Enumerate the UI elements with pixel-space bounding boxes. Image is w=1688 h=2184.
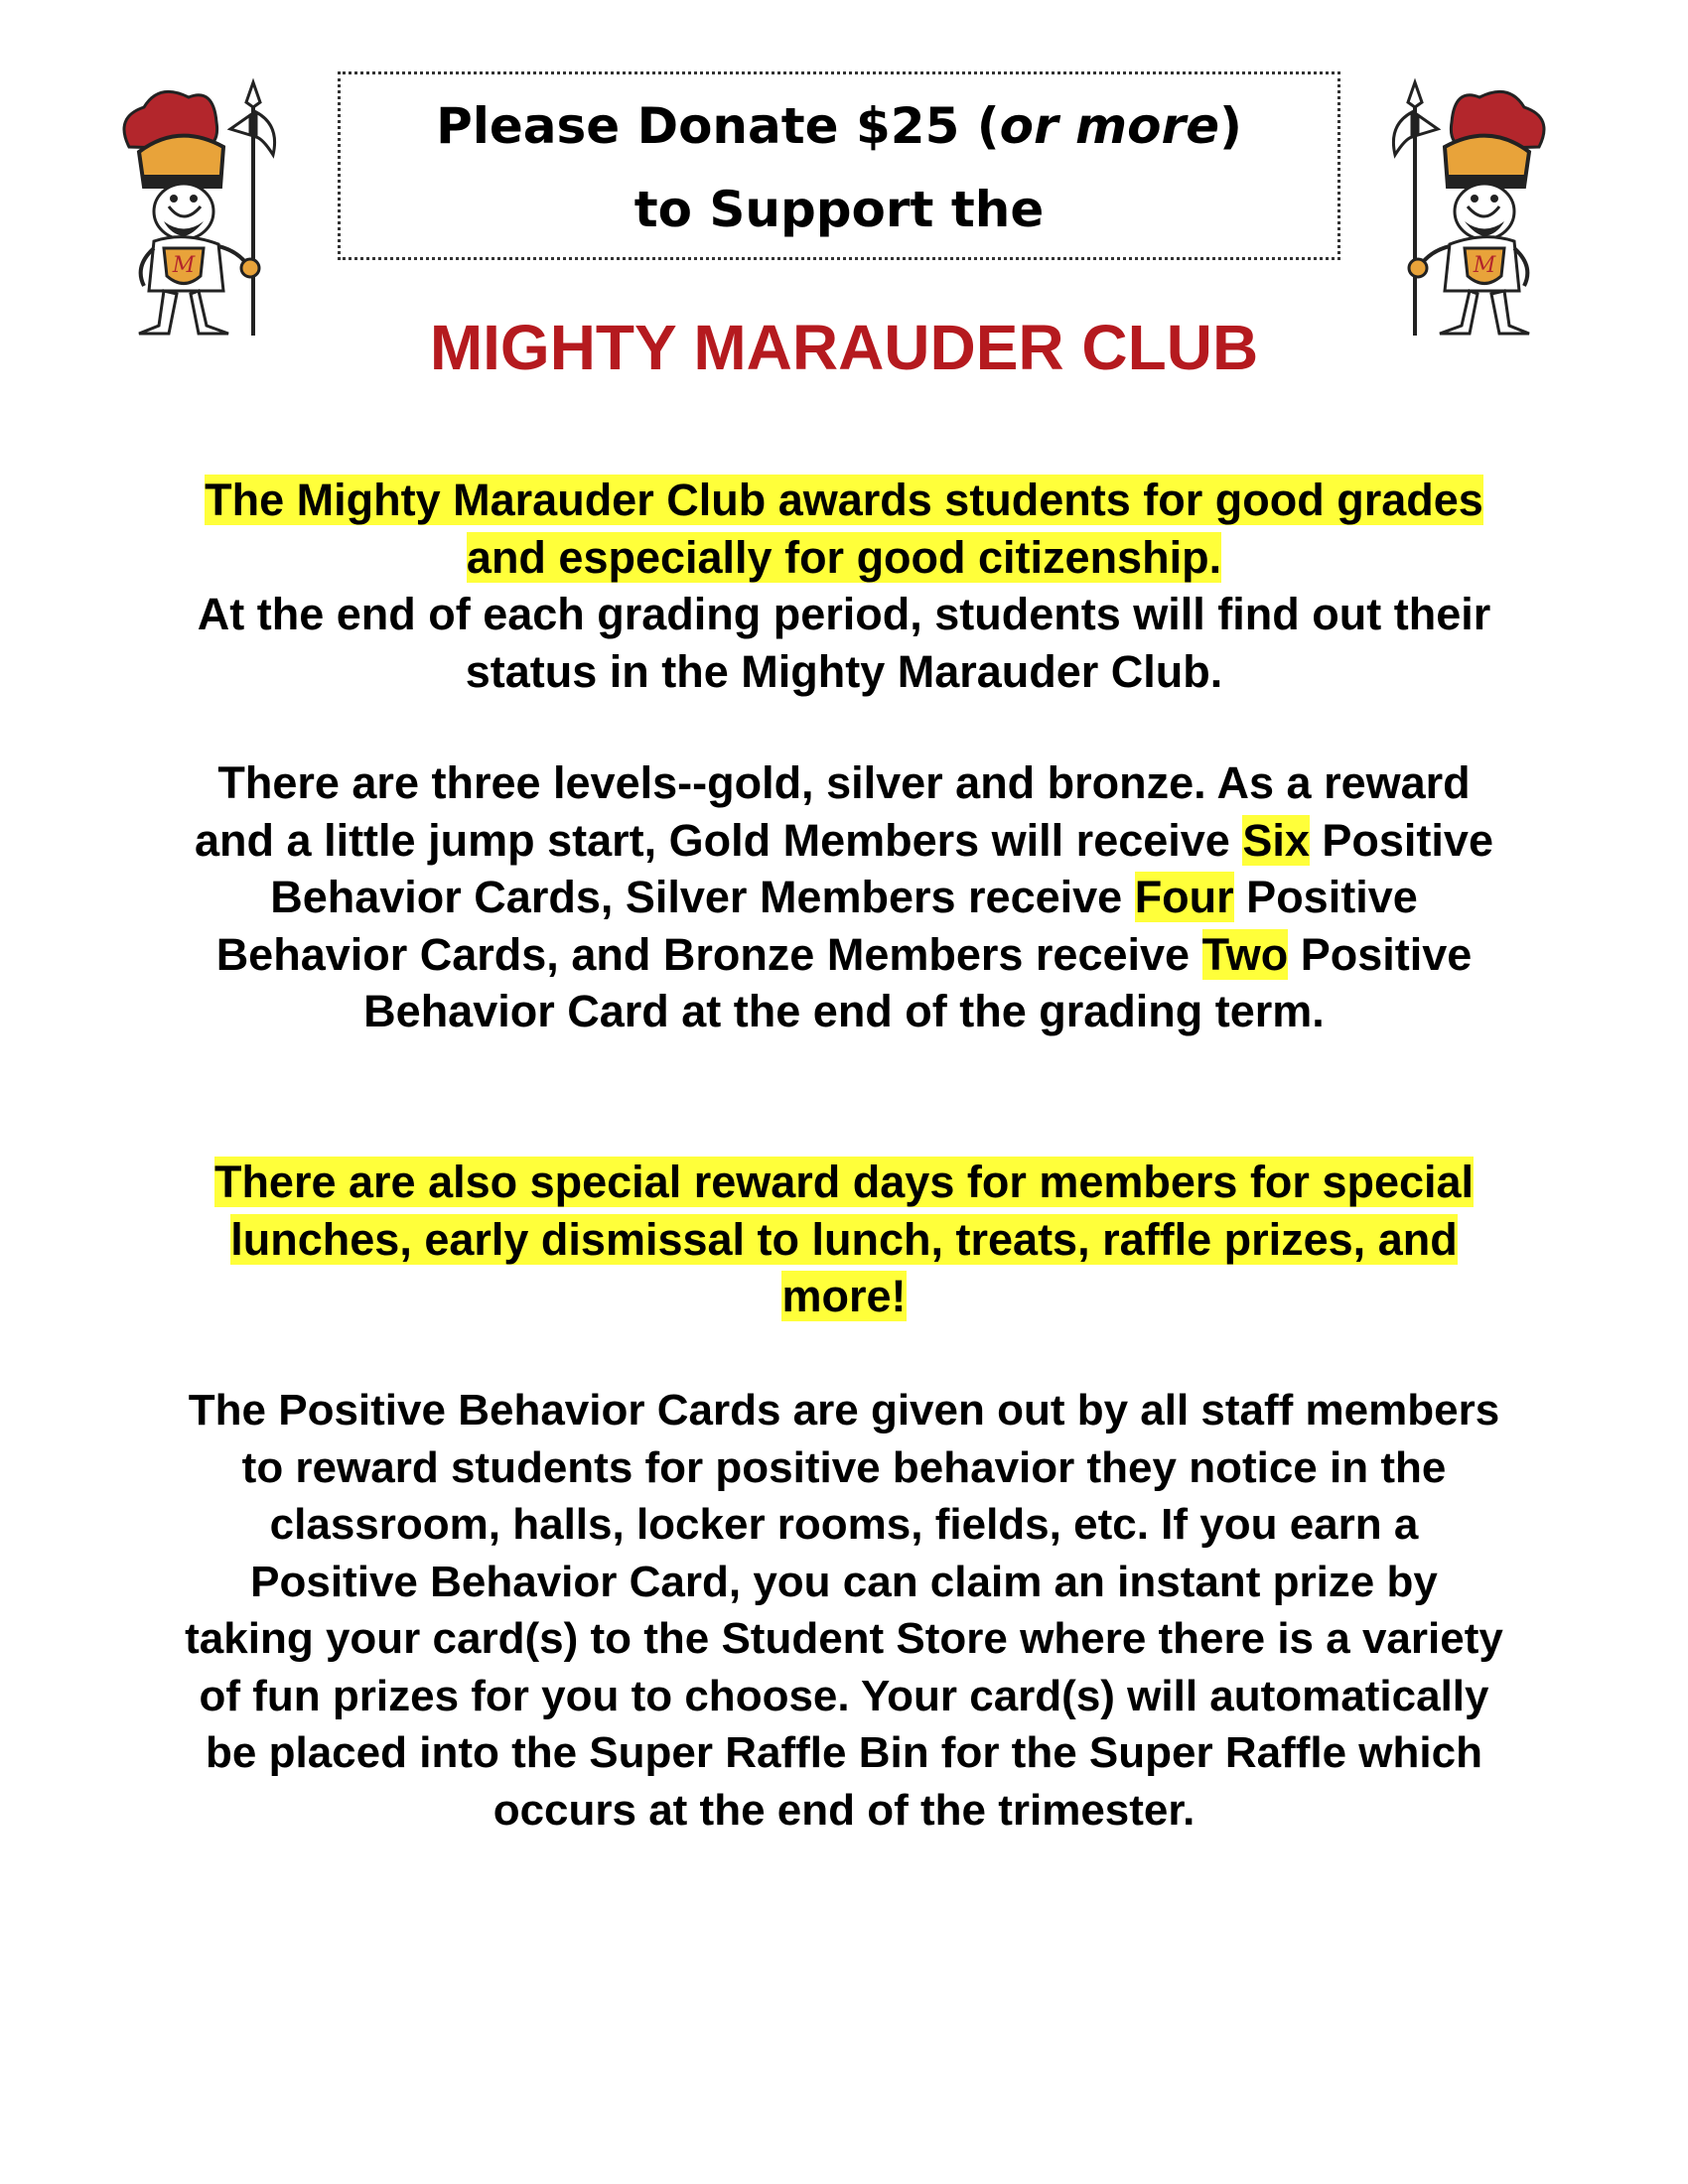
- intro-paragraph: [184, 472, 1504, 700]
- reward-days-paragraph: [184, 1154, 1504, 1325]
- donation-line-2: to Support the: [633, 181, 1045, 238]
- page-title: MIGHTY MARAUDER CLUB: [429, 312, 1259, 383]
- intro-status-text: At the end of each grading period, students will find out their status in the Mighty Marauder Club.: [197, 589, 1491, 697]
- bronze-card-count: Two: [1201, 928, 1289, 980]
- gold-card-count: Six: [1242, 814, 1310, 866]
- knight-mascot-icon: [1380, 77, 1559, 341]
- donation-line-1: Please Donate $25 (or more): [436, 97, 1242, 155]
- levels-paragraph: There are three levels--gold, silver and bronze. As a reward and a little jump start, Gold Members will receive Six Positive Behavior Cards, Silver Members receive Four Positive Behavior Cards, and Bronze Members receive Two Positive Behavior Card at the end of the grading term.: [195, 757, 1493, 1036]
- highlighted-intro-text: The Mighty Marauder Club awards students for good grades and especially for good citizenship.: [205, 475, 1483, 583]
- positive-behavior-cards-paragraph: The Positive Behavior Cards are given out by all staff members to reward students for positive behavior they notice in the classroom, halls, locker rooms, fields, etc. If you earn a Positive Behavior Card, you can claim an instant prize by taking your card(s) to the Student Store where there is a variety of fun prizes for you to choose. Your card(s) will automatically be placed into the Super Raffle Bin for the Super Raffle which occurs at the end of the trimester.: [185, 1386, 1503, 1835]
- svg-text:M: M: [1473, 253, 1496, 278]
- knight-mascot-icon: [109, 77, 288, 341]
- silver-card-count: Four: [1134, 872, 1234, 922]
- reward-days-text: There are also special reward days for members for special lunches, early dismissal to lunch, treats, raffle prizes, and more!: [213, 1157, 1475, 1321]
- svg-text:M: M: [172, 253, 196, 278]
- donation-header-box: [338, 71, 1340, 260]
